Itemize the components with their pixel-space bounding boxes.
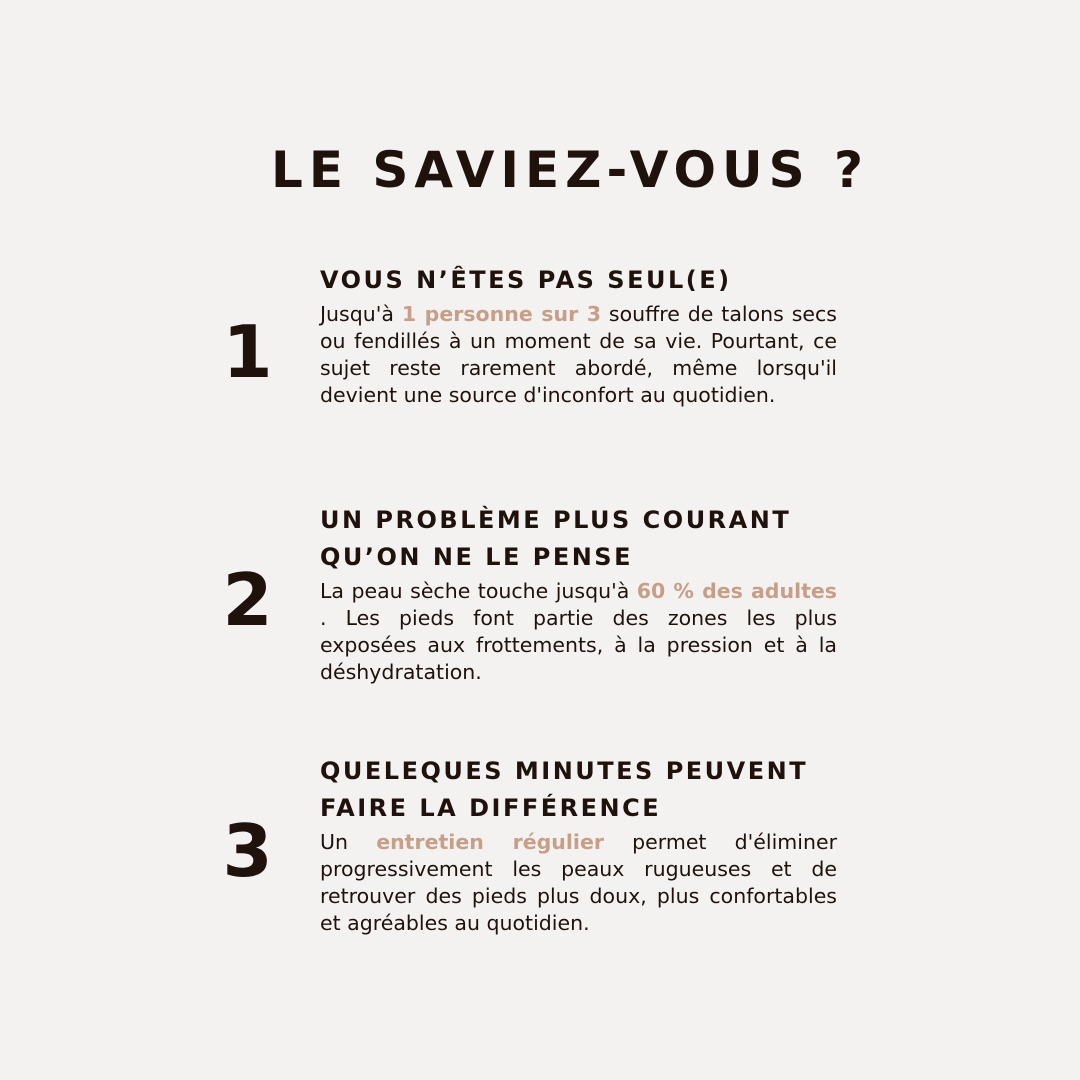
fact-content [320, 262, 837, 409]
fact-content [320, 502, 837, 686]
fact-highlight: entretien régulier [376, 830, 604, 854]
fact-body [320, 578, 837, 686]
fact-heading: QUELEQUES MINUTES PEUVENT FAIRE LA DIFFÉRENCE [320, 757, 809, 822]
fact-highlight: 1 personne sur 3 [401, 302, 601, 326]
fact-highlight: 60 % des adultes [636, 579, 837, 603]
fact-number: 3 [222, 809, 273, 893]
fact-body [320, 829, 837, 937]
fact-number: 2 [222, 558, 273, 642]
fact-body-text: La peau sèche touche jusqu'à [320, 579, 630, 603]
fact-body-text: souffre de talons secs ou fendillés à un moment de sa vie. Pourtant, ce sujet reste rarement abordé, même lorsqu'il devient une source d'inconfort au quotidien. [320, 302, 837, 407]
fact-heading: UN PROBLÈME PLUS COURANT QU’ON NE LE PENSE [320, 506, 792, 571]
fact-number: 1 [222, 310, 273, 394]
fact-heading: VOUS N’ÊTES PAS SEUL(E) [320, 266, 732, 294]
fact-body [320, 301, 837, 409]
fact-body-text: permet d'éliminer progressivement les peaux rugueuses et de retrouver des pieds plus doux, plus confortables et agréables au quotidien. [320, 830, 837, 935]
page-title: LE SAVIEZ-VOUS ? [270, 141, 870, 199]
fact-body-text: Jusqu'à [320, 302, 394, 326]
fact-content [320, 753, 837, 937]
fact-body-text: . Les pieds font partie des zones les plus exposées aux frottements, à la pression et à la déshydratation. [320, 606, 837, 684]
fact-body-text: Un [320, 830, 348, 854]
